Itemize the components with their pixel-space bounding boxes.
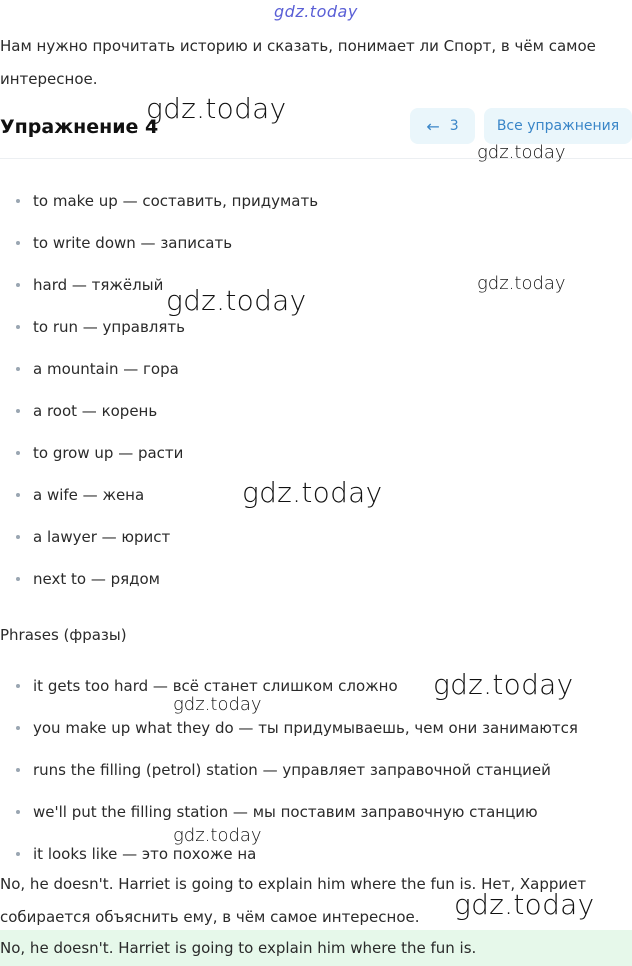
prev-exercise-button[interactable] <box>410 108 475 144</box>
phrases-title: Phrases (фразы) <box>0 626 127 644</box>
list-item: runs the filling (petrol) station — управляет заправочной станцией <box>0 761 632 803</box>
list-item: to grow up — расти <box>0 444 632 486</box>
list-item: a lawyer — юрист <box>0 528 632 570</box>
intro-text: Нам нужно прочитать историю и сказать, понимает ли Спорт, в чём самое интересное. <box>0 37 596 88</box>
watermark: gdz.today <box>433 668 574 701</box>
list-item: a root — корень <box>0 402 632 444</box>
watermark: gdz.today <box>173 825 262 846</box>
list-item: hard — тяжёлый <box>0 276 632 318</box>
all-exercises-button[interactable]: Все упражнения <box>484 108 632 144</box>
watermark: gdz.today <box>242 476 383 509</box>
phrases-list <box>0 677 632 887</box>
watermark: gdz.today <box>477 273 566 294</box>
watermark: gdz.today <box>166 284 307 317</box>
prev-exercise-label: 3 <box>449 118 459 134</box>
list-item: to run — управлять <box>0 318 632 360</box>
watermark: gdz.today <box>173 694 262 715</box>
list-item: a mountain — гора <box>0 360 632 402</box>
list-item: a wife — жена <box>0 486 632 528</box>
watermark: gdz.today <box>274 2 358 21</box>
list-item: we'll put the filling station — мы поставим заправочную станцию <box>0 803 632 845</box>
list-item: it gets too hard — всё станет слишком сложно <box>0 677 632 719</box>
watermark: gdz.today <box>454 888 595 921</box>
exercise-title: Упражнение 4 <box>0 116 159 138</box>
watermark: gdz.today <box>146 92 287 125</box>
answer-text: No, he doesn't. Harriet is going to explain him where the fun is. Нет, Харриет собирается объяснить ему, в чём самое интересное. <box>0 875 587 926</box>
list-item: you make up what they do — ты придумываешь, чем они занимаются <box>0 719 632 761</box>
list-item: it looks like — это похоже на <box>0 845 632 887</box>
arrow-left-icon: ← <box>426 116 440 136</box>
list-item: to write down — записать <box>0 234 632 276</box>
list-item: to make up — составить, придумать <box>0 192 632 234</box>
list-item: next to — рядом <box>0 570 632 612</box>
watermark: gdz.today <box>477 142 566 163</box>
vocabulary-list <box>0 192 632 612</box>
answer-highlight: No, he doesn't. Harriet is going to explain him where the fun is. <box>0 930 632 966</box>
